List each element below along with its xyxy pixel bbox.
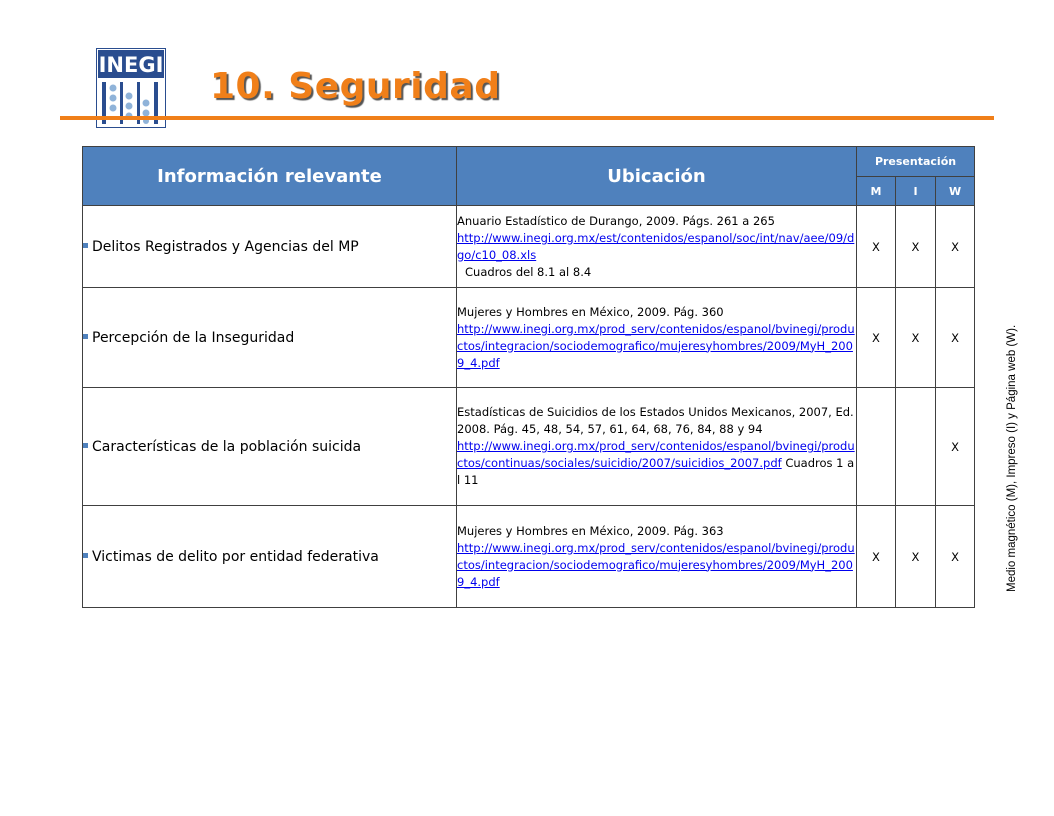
source-text: Anuario Estadístico de Durango, 2009. Págs. 261 a 265: [457, 213, 775, 228]
title-divider: [60, 116, 994, 120]
note-text: Cuadros 1 al 11: [457, 456, 855, 487]
source-text: Mujeres y Hombres en México, 2009. Pág. 360: [457, 304, 724, 319]
source-link[interactable]: http://www.inegi.org.mx/prod_serv/contenidos/espanol/bvinegi/productos/continuas/sociales/suicidio/2007/suicidios_2007.pdf: [457, 439, 855, 470]
info-label: Percepción de la Inseguridad: [92, 329, 295, 346]
bullet-icon: [83, 334, 88, 339]
mark-m: X: [857, 206, 896, 288]
info-cell: [83, 388, 457, 506]
col-header-w: W: [936, 177, 975, 206]
col-header-m: M: [857, 177, 896, 206]
mark-m: X: [857, 288, 896, 388]
info-label: Delitos Registrados y Agencias del MP: [92, 238, 359, 255]
source-text: Estadísticas de Suicidios de los Estados Unidos Mexicanos, 2007, Ed. 2008. Pág. 45, 48, 54, 57, 61, 64, 68, 76, 84, 88 y 94: [457, 405, 854, 436]
info-label: Características de la población suicida: [92, 438, 362, 455]
page-title: 10. Seguridad: [210, 66, 501, 107]
mark-i: X: [896, 288, 936, 388]
source-link[interactable]: http://www.inegi.org.mx/est/contenidos/espanol/soc/int/nav/aee/09/dgo/c10_08.xls: [457, 230, 855, 262]
col-header-location: Ubicación: [457, 147, 857, 206]
bullet-icon: [83, 553, 88, 558]
note-text: Cuadros del 8.1 al 8.4: [465, 264, 592, 279]
source-link[interactable]: http://www.inegi.org.mx/prod_serv/contenidos/espanol/bvinegi/productos/integracion/sociodemografico/mujeresyhombres/2009/MyH_2009_4.pdf: [457, 321, 855, 370]
mark-w: X: [936, 288, 975, 388]
source-text: Mujeres y Hombres en México, 2009. Pág. 363: [457, 523, 724, 538]
mark-m: X: [857, 506, 896, 608]
mark-i: [896, 388, 936, 506]
info-label: Victimas de delito por entidad federativa: [92, 548, 379, 565]
info-cell: [83, 288, 457, 388]
table-row: [83, 206, 975, 288]
source-link[interactable]: http://www.inegi.org.mx/prod_serv/contenidos/espanol/bvinegi/productos/integracion/sociodemografico/mujeresyhombres/2009/MyH_2009_4.pdf: [457, 540, 855, 589]
bullet-icon: [83, 443, 88, 448]
table-row: [83, 506, 975, 608]
location-cell: [457, 288, 857, 388]
information-table: [82, 146, 975, 608]
col-header-i: I: [896, 177, 936, 206]
col-header-presentation: Presentación: [857, 147, 975, 177]
mark-w: X: [936, 206, 975, 288]
location-cell: [457, 388, 857, 506]
location-cell: [457, 506, 857, 608]
mark-i: X: [896, 206, 936, 288]
mark-w: X: [936, 388, 975, 506]
mark-w: X: [936, 506, 975, 608]
mark-i: X: [896, 506, 936, 608]
info-cell: [83, 506, 457, 608]
bullet-icon: [83, 243, 88, 248]
info-cell: [83, 206, 457, 288]
mark-m: [857, 388, 896, 506]
location-cell: [457, 206, 857, 288]
table-row: [83, 288, 975, 388]
svg-text:INEGI: INEGI: [98, 53, 164, 77]
table-row: [83, 388, 975, 506]
col-header-info: Información relevante: [83, 147, 457, 206]
presentation-legend: Medio magnético (M), Impreso (I) y Página web (W).: [1006, 324, 1018, 592]
